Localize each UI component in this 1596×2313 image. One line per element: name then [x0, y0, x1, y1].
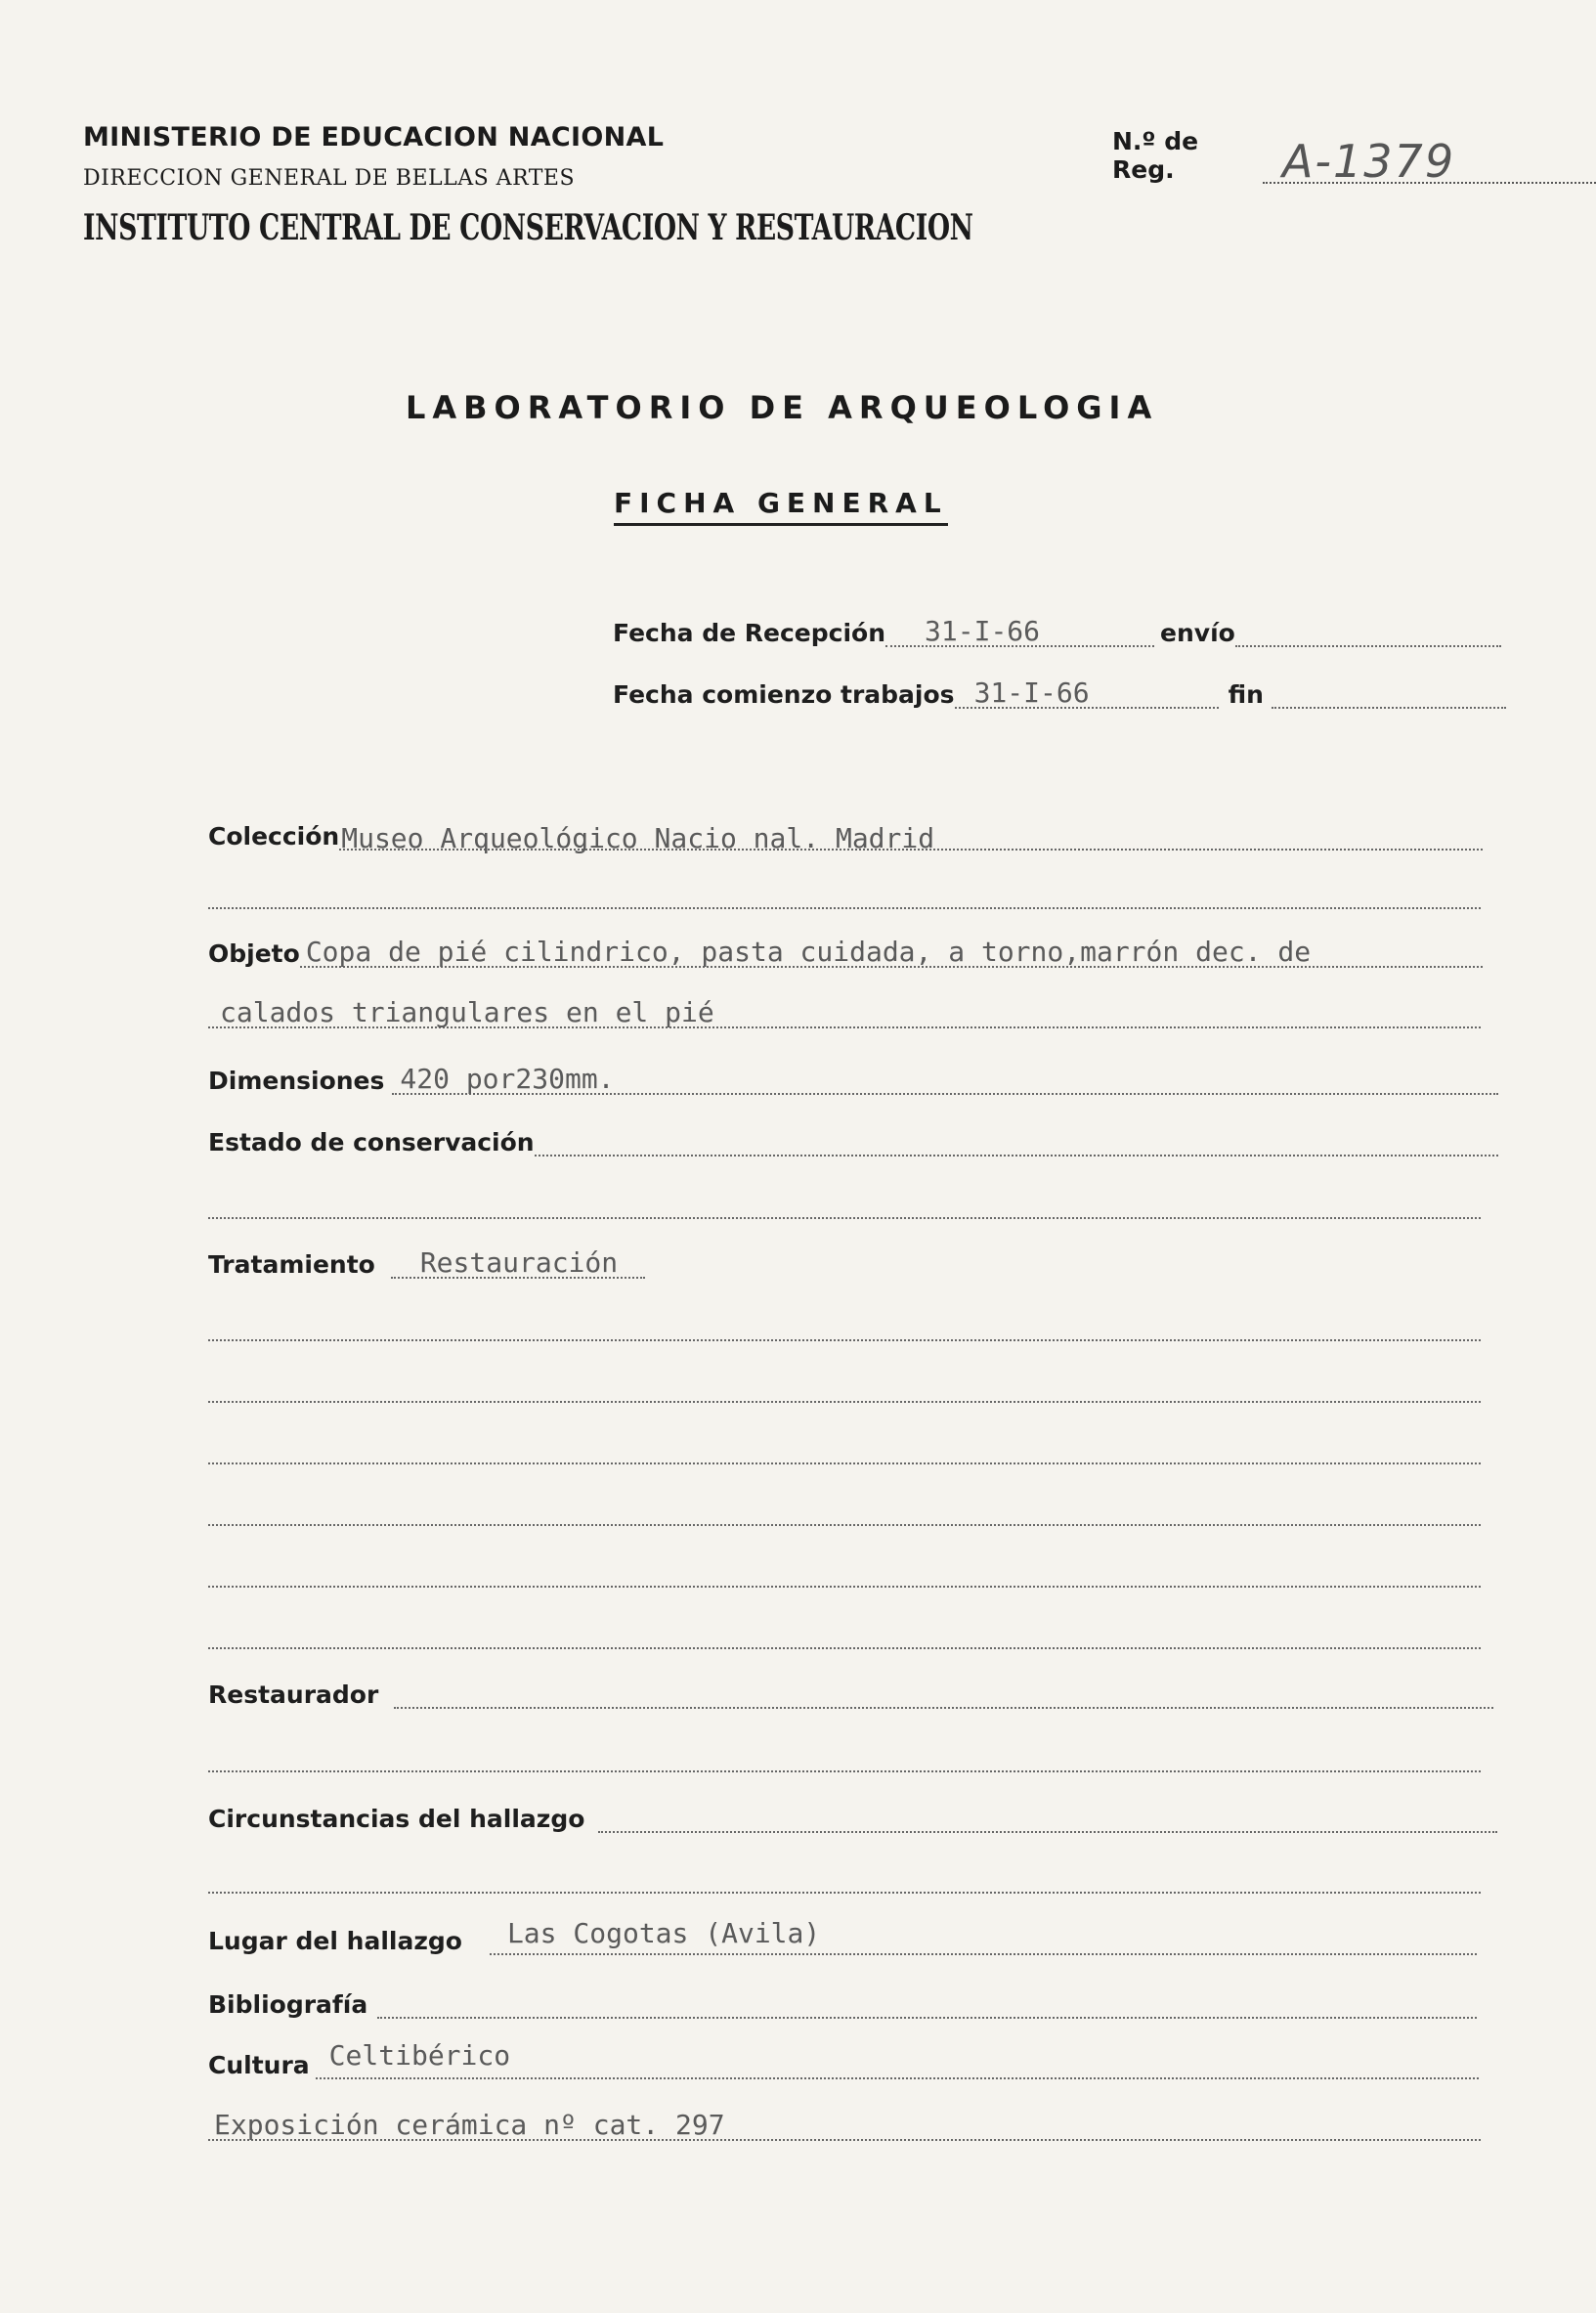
treatment-value: Restauración: [419, 1246, 619, 1279]
shipping-field[interactable]: [1235, 618, 1501, 647]
registration-label: N.º de Reg.: [1112, 127, 1199, 184]
restorer-row: [208, 1680, 1493, 1709]
registration-value: A-1379: [1281, 135, 1456, 188]
laboratory-title: LABORATORIO DE ARQUEOLOGIA: [406, 389, 1159, 426]
circumstances-row: [208, 1804, 1497, 1833]
treatment-row: [208, 1246, 645, 1279]
start-label: Fecha comienzo trabajos: [613, 680, 955, 709]
institute-heading: INSTITUTO CENTRAL DE CONSERVACION Y RESTAURACION: [83, 207, 973, 248]
culture-row: [208, 2039, 1479, 2079]
culture-field[interactable]: [316, 2039, 1479, 2079]
ministry-heading: MINISTERIO DE EDUCACION NACIONAL: [83, 122, 665, 153]
end-field[interactable]: [1272, 679, 1506, 709]
bibliography-label: Bibliografía: [208, 1990, 368, 2019]
reception-label: Fecha de Recepción: [613, 619, 886, 647]
form-title: FICHA GENERAL: [614, 487, 948, 526]
circumstances-field[interactable]: [598, 1804, 1497, 1833]
restorer-line-2[interactable]: [208, 1770, 1481, 1772]
object-row: [208, 938, 1483, 968]
collection-value: Museo Arqueológico Nacio nal. Madrid: [341, 822, 935, 854]
restorer-label: Restaurador: [208, 1680, 379, 1709]
bibliography-field[interactable]: [377, 1989, 1477, 2019]
treatment-line-6[interactable]: [208, 1586, 1481, 1588]
collection-field[interactable]: [339, 821, 1483, 854]
treatment-line-7[interactable]: [208, 1647, 1481, 1649]
treatment-field[interactable]: [391, 1246, 645, 1279]
end-label: fin: [1228, 680, 1264, 709]
place-value: Las Cogotas (Avila): [506, 1917, 821, 1949]
registration-number: [1112, 127, 1596, 188]
reception-field[interactable]: [885, 615, 1154, 647]
restorer-field[interactable]: [394, 1680, 1493, 1709]
treatment-label: Tratamiento: [208, 1250, 375, 1279]
culture-label: Cultura: [208, 2051, 310, 2079]
start-row: [613, 676, 1506, 709]
exposition-row: [208, 2109, 1481, 2141]
circumstances-label: Circunstancias del hallazgo: [208, 1805, 585, 1833]
start-value: 31-I-66: [973, 676, 1090, 709]
exposition-field[interactable]: [208, 2109, 1481, 2141]
state-line-2[interactable]: [208, 1217, 1481, 1219]
object-field[interactable]: [300, 938, 1483, 968]
state-field[interactable]: [535, 1127, 1498, 1156]
reception-value: 31-I-66: [925, 615, 1041, 647]
dimensions-label: Dimensiones: [208, 1067, 385, 1095]
collection-line-2[interactable]: [208, 907, 1481, 909]
direction-heading: DIRECCION GENERAL DE BELLAS ARTES: [83, 166, 576, 191]
treatment-line-5[interactable]: [208, 1524, 1481, 1526]
treatment-line-4[interactable]: [208, 1462, 1481, 1464]
registration-field[interactable]: [1263, 135, 1596, 188]
culture-value: Celtibérico: [328, 2039, 511, 2072]
place-field[interactable]: [490, 1917, 1477, 1955]
dimensions-value: 420 por230mm.: [400, 1063, 615, 1095]
dimensions-field[interactable]: [392, 1063, 1498, 1095]
start-field[interactable]: [955, 676, 1219, 709]
bibliography-row: [208, 1989, 1477, 2019]
exposition-value: Exposición cerámica nº cat. 297: [214, 2109, 725, 2141]
object-label: Objeto: [208, 939, 300, 968]
dimensions-row: [208, 1063, 1498, 1095]
place-row: [208, 1917, 1477, 1955]
object-value-2: calados triangulares en el pié: [220, 996, 714, 1028]
object-row-2: [208, 996, 1481, 1028]
treatment-line-3[interactable]: [208, 1401, 1481, 1403]
object-value-1: Copa de pié cilindrico, pasta cuidada, a torno,marrón dec. de: [305, 936, 1312, 968]
circumstances-line-2[interactable]: [208, 1892, 1481, 1894]
state-row: [208, 1127, 1498, 1156]
reception-row: [613, 615, 1501, 647]
place-label: Lugar del hallazgo: [208, 1927, 462, 1955]
state-label: Estado de conservación: [208, 1128, 535, 1156]
shipping-label: envío: [1160, 619, 1235, 647]
object-field-2[interactable]: [208, 996, 1481, 1028]
treatment-line-2[interactable]: [208, 1339, 1481, 1341]
collection-label: Colección: [208, 822, 340, 851]
collection-row: [208, 821, 1483, 854]
